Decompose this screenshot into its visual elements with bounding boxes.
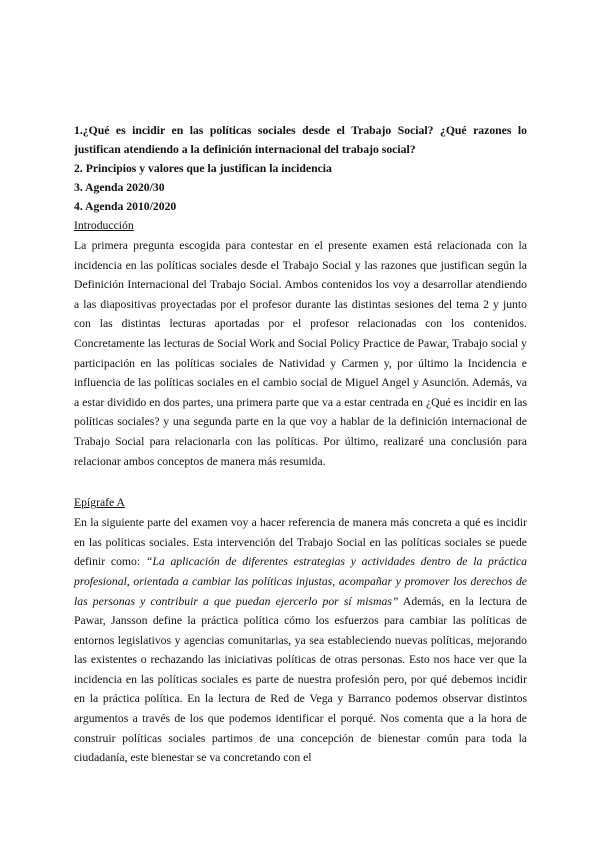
- question-4: 4. Agenda 2010/2020: [74, 200, 177, 213]
- question-3: 3. Agenda 2020/30: [74, 181, 165, 194]
- epigrafe-a-text-after-quote: Además, en la lectura de Pawar, Jansson define la práctica política cómo los esfuerzos para cambiar las políticas de entornos legislativos y agencias comunitarias, ya sea estableciendo nuevas políticas, mejorando las existentes o rechazando las iniciativas políticas de otras personas. Esto nos hace ver que la incidencia en las políticas sociales es parte de nuestra profesión pero, por qué debemos incidir en la práctica política. En la lectura de Red de Vega y Barranco podemos observar distintos argumentos a través de los que podemos identificar el porqué. Nos comenta que a la hora de construir políticas sociales partimos de una concepción de bienestar común para toda la ciudadanía, este bienestar se va concretando con el: [74, 594, 527, 765]
- section-gap: [74, 471, 527, 493]
- epigrafe-a-text-before-quote: En la siguiente parte del examen voy a hacer referencia de manera más concreta a qué es incidir en las políticas sociales. Esta intervención del Trabajo Social en las políticas sociales se puede definir como:: [74, 516, 527, 569]
- intro-heading: Introducción: [74, 219, 134, 232]
- epigrafe-a-heading: Epígrafe A: [74, 496, 125, 510]
- question-2: 2. Principios y valores que la justifican la incidencia: [74, 162, 332, 175]
- document-body: [74, 121, 527, 768]
- intro-paragraph: La primera pregunta escogida para contestar en el presente examen está relacionada con la incidencia en las políticas sociales desde el Trabajo Social y las razones que justifican según la Definición Internacional del Trabajo Social. Ambos contenidos los voy a desarrollar atendiendo a las diapositivas proyectadas por el profesor durante las distintas sesiones del tema 2 y junto con las distintas lecturas aportadas por el profesor relacionadas con los contenidos. Concretamente las lecturas de Social Work and Social Policy Practice de Pawar, Trabajo social y participación en las políticas sociales de Natividad y Carmen y, por último la Incidencia e influencia de las políticas sociales en el cambio social de Miguel Angel y Asunción. Además, va a estar dividido en dos partes, una primera parte que va a estar centrada en ¿Qué es incidir en las políticas sociales? y una segunda parte en la que voy a hablar de la definición internacional de Trabajo Social para relacionarla con las políticas. Por último, realizaré una conclusión para relacionar ambos conceptos de manera más resumida.: [74, 239, 527, 468]
- epigrafe-a-quote: “La aplicación de diferentes estrategias y actividades dentro de la práctica profesional, orientada a cambiar las políticas injustas, acompañar y promover los derechos de las personas y contribuir a que puedan ejercerlo por sí mismas”: [74, 555, 527, 608]
- epigrafe-a-paragraph: [74, 513, 527, 768]
- question-1: 1.¿Qué es incidir en las políticas sociales desde el Trabajo Social? ¿Qué razones lo justifican atendiendo a la definición internacional del trabajo social?: [74, 124, 527, 156]
